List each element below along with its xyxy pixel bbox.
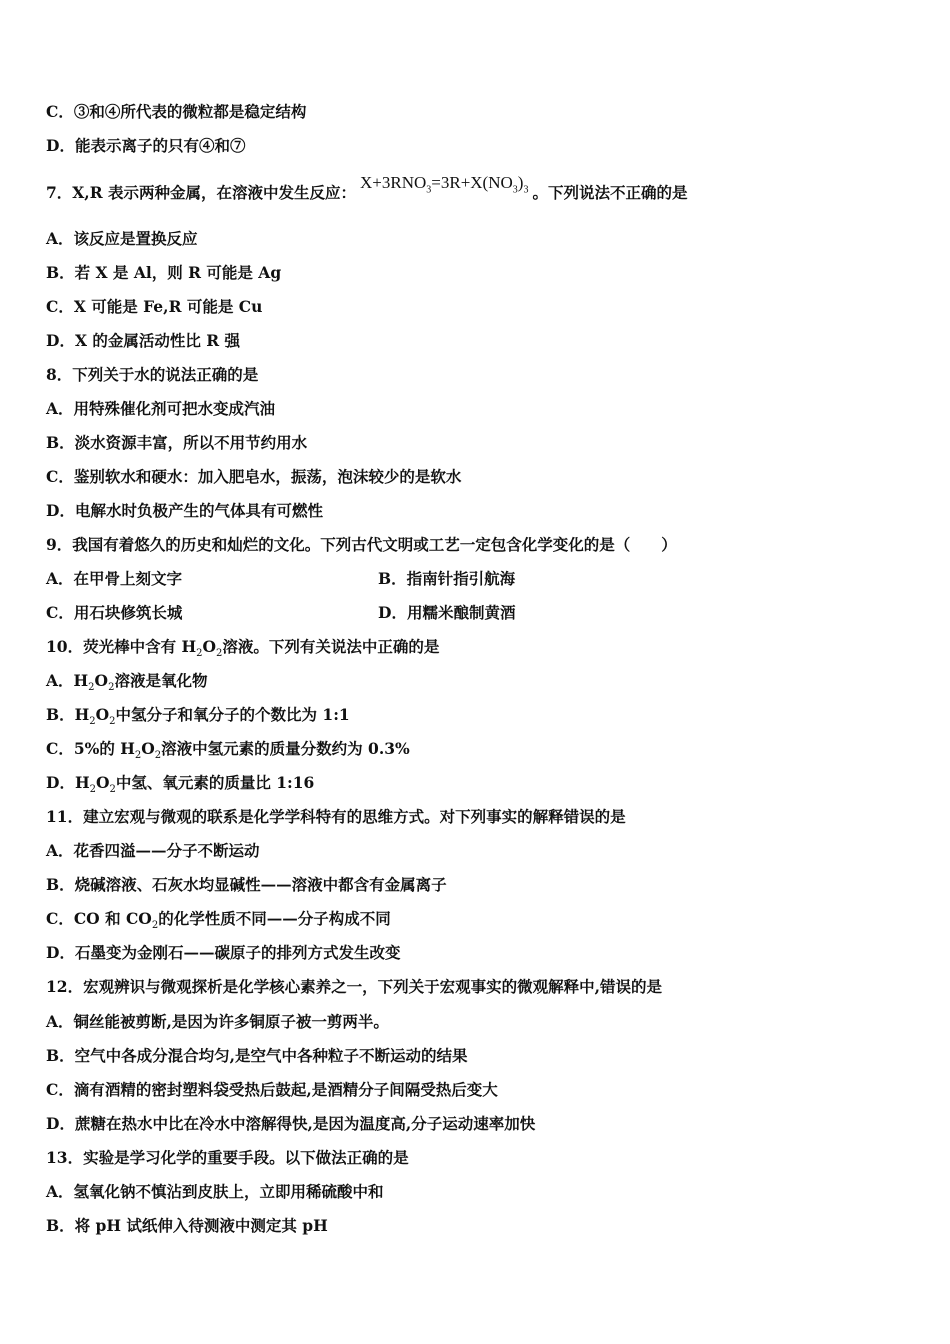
q10-stem [46, 637, 439, 664]
q6-option-c: C．③和④所代表的微粒都是稳定结构 [46, 102, 307, 121]
q7-prefix: 7．X,R 表示两种金属，在溶液中发生反应： [46, 183, 356, 202]
q10-b-part-1: B．H [46, 705, 90, 724]
q8-option-c: C．鉴别软水和硬水：加入肥皂水，振荡，泡沫较少的是软水 [46, 467, 462, 486]
q13-option-b: B．将 pH 试纸伸入待测液中测定其 pH [46, 1216, 328, 1235]
q7-eq-part-a: X+3RNO [360, 173, 427, 192]
q12-option-c: C．滴有酒精的密封塑料袋受热后鼓起,是酒精分子间隔受热后变大 [46, 1080, 498, 1099]
q10-a-sub-1: 2 [88, 682, 95, 694]
q7-option-d: D．X 的金属活动性比 R 强 [46, 331, 241, 350]
q10-option-b [46, 705, 350, 732]
q11-option-a: A．花香四溢——分子不断运动 [46, 841, 260, 860]
q10-stem-sub-2: 2 [216, 648, 223, 660]
q8-option-b: B．淡水资源丰富，所以不用节约用水 [46, 433, 308, 452]
q7-stem [46, 173, 688, 210]
q7-option-a: A．该反应是置换反应 [46, 229, 198, 248]
q10-option-d [46, 773, 314, 800]
q10-stem-part-1: 10．荧光棒中含有 H [46, 637, 197, 656]
q6-option-d: D．能表示离子的只有④和⑦ [46, 136, 246, 155]
q8-option-d: D．电解水时负极产生的气体具有可燃性 [46, 501, 323, 520]
q7-option-c: C．X 可能是 Fe,R 可能是 Cu [46, 297, 263, 316]
q9-stem: 9．我国有着悠久的历史和灿烂的文化。下列古代文明或工艺一定包含化学变化的是（ ） [46, 535, 677, 554]
q10-b-part-2: O [95, 705, 110, 724]
q11-option-d: D．石墨变为金刚石——碳原子的排列方式发生改变 [46, 943, 401, 962]
q9-option-a: A．在甲骨上刻文字 [46, 569, 183, 588]
q10-option-c [46, 739, 410, 766]
q7-eq-part-b: =3R+X(NO [431, 173, 513, 192]
q10-d-part-3: 中氢、氧元素的质量比 1:16 [115, 773, 315, 792]
q8-stem: 8．下列关于水的说法正确的是 [46, 365, 259, 384]
q7-eq-part-c: ) [517, 173, 524, 192]
q10-c-sub-1: 2 [134, 750, 142, 762]
q10-b-sub-2: 2 [109, 716, 116, 728]
q11-c-part-1: C．CO 和 CO [46, 909, 152, 928]
q7-suffix: 。下列说法不正确的是 [532, 183, 688, 202]
q12-option-a: A．铜丝能被剪断,是因为许多铜原子被一剪两半。 [46, 1012, 389, 1031]
q10-d-sub-1: 2 [89, 784, 96, 796]
q13-option-a: A．氢氧化钠不慎沾到皮肤上，立即用稀硫酸中和 [46, 1182, 384, 1201]
q7-eq-sub-c: 3 [523, 184, 529, 196]
q9-option-b: B．指南针指引航海 [378, 569, 516, 588]
q12-option-d: D．蔗糖在热水中比在冷水中溶解得快,是因为温度高,分子运动速率加快 [46, 1114, 536, 1133]
q10-stem-sub-1: 2 [196, 648, 203, 660]
q11-c-sub: 2 [151, 920, 159, 932]
q11-stem: 11．建立宏观与微观的联系是化学学科特有的思维方式。对下列事实的解释错误的是 [46, 807, 626, 826]
q10-b-sub-1: 2 [89, 716, 96, 728]
q10-c-part-3: 溶液中氢元素的质量分数约为 0.3% [161, 739, 410, 758]
q11-c-part-2: 的化学性质不同——分子构成不同 [158, 909, 391, 928]
q10-b-part-3: 中氢分子和氧分子的个数比为 1:1 [115, 705, 350, 724]
q7-eq-sub-a: 3 [426, 184, 432, 196]
q7-eq-sub-b: 3 [512, 184, 518, 196]
q10-option-a [46, 671, 207, 698]
q10-c-part-1: C．5%的 H [46, 739, 135, 758]
q7-equation [360, 173, 529, 196]
q8-option-a: A．用特殊催化剂可把水变成汽油 [46, 399, 276, 418]
q10-c-part-2: O [141, 739, 155, 758]
q10-c-sub-2: 2 [154, 750, 162, 762]
q10-a-part-2: O [94, 671, 109, 690]
q11-option-c [46, 909, 391, 936]
q12-stem: 12．宏观辨识与微观探析是化学核心素养之一，下列关于宏观事实的微观解释中,错误的是 [46, 977, 662, 996]
q7-option-b: B．若 X 是 Al，则 R 可能是 Ag [46, 263, 282, 282]
q10-a-part-3: 溶液是氧化物 [114, 671, 208, 690]
q10-d-part-1: D．H [46, 773, 90, 792]
q10-d-sub-2: 2 [109, 784, 116, 796]
q10-d-part-2: O [95, 773, 110, 792]
q11-option-b: B．烧碱溶液、石灰水均显碱性——溶液中都含有金属离子 [46, 875, 447, 894]
q10-stem-part-2: O [202, 637, 217, 656]
q10-a-sub-2: 2 [108, 682, 115, 694]
q13-stem: 13．实验是学习化学的重要手段。以下做法正确的是 [46, 1148, 409, 1167]
q10-stem-part-3: 溶液。下列有关说法中正确的是 [222, 637, 440, 656]
q9-option-c: C．用石块修筑长城 [46, 603, 183, 622]
q12-option-b: B．空气中各成分混合均匀,是空气中各种粒子不断运动的结果 [46, 1046, 468, 1065]
q9-option-d: D．用糯米酿制黄酒 [378, 603, 516, 622]
q10-a-part-1: A．H [46, 671, 89, 690]
